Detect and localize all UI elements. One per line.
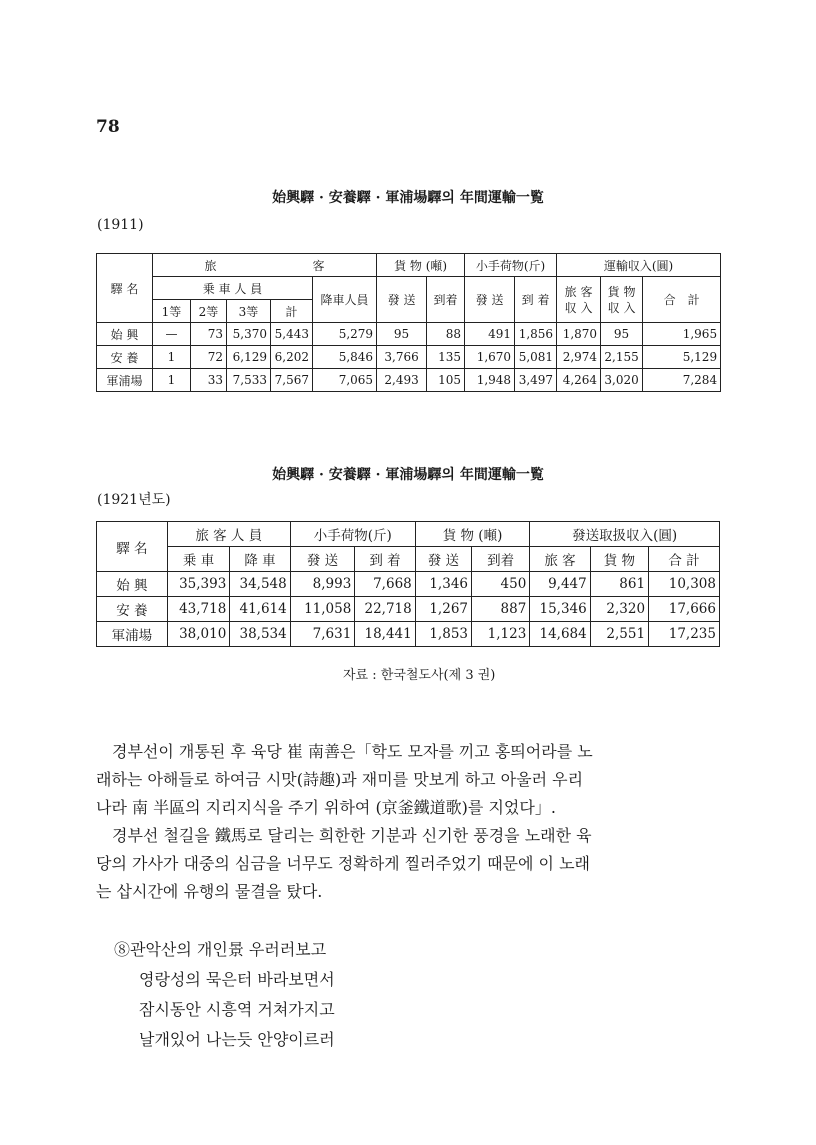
station-name: 安 養 [97, 346, 153, 369]
cell: 4,264 [557, 369, 601, 392]
header-parcels: 小手荷物(斤) [465, 254, 557, 277]
header-rev-freight: 貨 物 [590, 547, 648, 572]
cell: 2,551 [590, 622, 648, 647]
header-rev-total: 合 計 [649, 547, 720, 572]
table-2-caption: 始興驛 · 安養驛 · 軍浦場驛의 年間運輸一覧 [272, 467, 544, 483]
paragraph-line: 경부선이 개통된 후 육당 崔 南善은「학도 모자를 끼고 홍띄어라를 노 [96, 742, 593, 761]
cell: 887 [472, 597, 530, 622]
paragraph-2 [96, 822, 721, 906]
table-1921-transport [96, 521, 720, 647]
cell: 5,081 [515, 346, 557, 369]
station-name: 始 興 [97, 572, 168, 597]
cell: 2,320 [590, 597, 648, 622]
cell: 1,346 [415, 572, 471, 597]
table-row [97, 622, 720, 647]
paragraph-line: 나라 南 半區의 지리지식을 주기 위하여 (京釜鐵道歌)를 지었다」. [96, 798, 556, 817]
table-row [97, 597, 720, 622]
paragraph-line: 당의 가사가 대중의 심금을 너무도 정확하게 찔러주었기 때문에 이 노래 [96, 854, 590, 873]
cell: 11,058 [290, 597, 355, 622]
cell: 1 [153, 346, 191, 369]
cell: 17,666 [649, 597, 720, 622]
cell: 43,718 [167, 597, 230, 622]
header-parcels-arrive: 到 着 [355, 547, 415, 572]
verse-line: 날개있어 나는듯 안양이르러 [139, 1030, 335, 1049]
header-parcels: 小手荷物(斤) [290, 522, 415, 547]
cell: 1,670 [465, 346, 515, 369]
cell: 22,718 [355, 597, 415, 622]
cell: 5,129 [643, 346, 721, 369]
cell: 2,493 [377, 369, 427, 392]
cell: 18,441 [355, 622, 415, 647]
table-row [97, 323, 721, 346]
cell: 72 [191, 346, 227, 369]
header-freight-send: 發 送 [377, 277, 427, 323]
cell: 73 [191, 323, 227, 346]
paragraph-1 [96, 738, 721, 822]
header-station: 驛 名 [97, 522, 168, 572]
header-freight-send: 發 送 [415, 547, 471, 572]
cell: 35,393 [167, 572, 230, 597]
cell: 9,447 [530, 572, 590, 597]
cell: 1,856 [515, 323, 557, 346]
cell: 10,308 [649, 572, 720, 597]
verse-line: 영랑성의 묵은터 바라보면서 [139, 970, 335, 989]
cell: 1,870 [557, 323, 601, 346]
header-rev-freight: 貨 物 収 入 [601, 277, 643, 323]
header-parcels-arrive: 到 着 [515, 277, 557, 323]
header-alighting: 降車人員 [313, 277, 377, 323]
cell: 7,065 [313, 369, 377, 392]
cell: 34,548 [230, 572, 290, 597]
header-freight-arrive: 到着 [427, 277, 465, 323]
cell: 8,993 [290, 572, 355, 597]
table-2-year: (1921년도) [97, 492, 171, 508]
verse [114, 935, 335, 1055]
header-passengers: 旅 客 人 員 [167, 522, 290, 547]
cell: 3,497 [515, 369, 557, 392]
header-rev-passenger: 旅 客 収 入 [557, 277, 601, 323]
cell: 7,567 [271, 369, 313, 392]
cell: 17,235 [649, 622, 720, 647]
header-revenue: 運輸収入(圓) [557, 254, 721, 277]
cell: 2,155 [601, 346, 643, 369]
header-board: 乗 車 [167, 547, 230, 572]
cell: 95 [377, 323, 427, 346]
header-alight: 降 車 [230, 547, 290, 572]
header-boarding: 乗 車 人 員 [153, 277, 313, 300]
station-name: 軍浦場 [97, 369, 153, 392]
cell: 1,965 [643, 323, 721, 346]
header-rev-total: 合 計 [643, 277, 721, 323]
header-passengers: 旅 客 [153, 254, 377, 277]
cell: 861 [590, 572, 648, 597]
station-name: 安 養 [97, 597, 168, 622]
cell: 450 [472, 572, 530, 597]
page-number: 78 [96, 117, 120, 137]
cell: 3,020 [601, 369, 643, 392]
table-row [97, 572, 720, 597]
table-row [97, 369, 721, 392]
cell: 7,533 [227, 369, 271, 392]
verse-line: 관악산의 개인景 우러러보고 [130, 940, 327, 959]
cell: 5,443 [271, 323, 313, 346]
cell: 491 [465, 323, 515, 346]
cell: 1,948 [465, 369, 515, 392]
paragraph-line: 는 삽시간에 유행의 물결을 탔다. [96, 882, 323, 901]
table-1-caption: 始興驛 · 安養驛 · 軍浦場驛의 年間運輸一覧 [272, 190, 544, 206]
verse-number: ⑧ [114, 940, 131, 959]
header-freight: 貨 物 (噸) [415, 522, 530, 547]
paragraph-line: 래하는 아해들로 하여금 시맛(詩趣)과 재미를 맛보게 하고 아울러 우리 [96, 770, 584, 789]
cell: 38,534 [230, 622, 290, 647]
header-station: 驛 名 [97, 254, 153, 323]
source-note: 자료 : 한국철도사(제 3 권) [343, 668, 496, 683]
cell: 135 [427, 346, 465, 369]
cell: 41,614 [230, 597, 290, 622]
station-name: 軍浦場 [97, 622, 168, 647]
cell: 6,202 [271, 346, 313, 369]
header-revenue: 發送取扱収入(圓) [530, 522, 720, 547]
paragraph-line: 경부선 철길을 鐵馬로 달리는 희한한 기분과 신기한 풍경을 노래한 육 [96, 826, 592, 845]
header-freight-arrive: 到着 [472, 547, 530, 572]
cell: 95 [601, 323, 643, 346]
station-name: 始 興 [97, 323, 153, 346]
cell: 1,853 [415, 622, 471, 647]
header-class2: 2等 [191, 300, 227, 323]
cell: 6,129 [227, 346, 271, 369]
cell: 2,974 [557, 346, 601, 369]
cell: 105 [427, 369, 465, 392]
cell: 14,684 [530, 622, 590, 647]
verse-line: 잠시동안 시흥역 거쳐가지고 [139, 1000, 335, 1019]
cell: 33 [191, 369, 227, 392]
header-rev-passenger: 旅 客 [530, 547, 590, 572]
cell: 15,346 [530, 597, 590, 622]
cell: 7,631 [290, 622, 355, 647]
header-freight: 貨 物 (噸) [377, 254, 465, 277]
cell: 5,279 [313, 323, 377, 346]
table-row [97, 346, 721, 369]
cell: 88 [427, 323, 465, 346]
cell: 7,284 [643, 369, 721, 392]
table-1911-transport [96, 253, 721, 392]
cell: 3,766 [377, 346, 427, 369]
cell: 38,010 [167, 622, 230, 647]
cell: 5,370 [227, 323, 271, 346]
cell: — [153, 323, 191, 346]
table-1-year: (1911) [97, 217, 144, 233]
cell: 7,668 [355, 572, 415, 597]
cell: 1 [153, 369, 191, 392]
header-parcels-send: 發 送 [465, 277, 515, 323]
cell: 5,846 [313, 346, 377, 369]
header-parcels-send: 發 送 [290, 547, 355, 572]
header-class3: 3等 [227, 300, 271, 323]
cell: 1,267 [415, 597, 471, 622]
header-class1: 1等 [153, 300, 191, 323]
cell: 1,123 [472, 622, 530, 647]
header-class-total: 計 [271, 300, 313, 323]
